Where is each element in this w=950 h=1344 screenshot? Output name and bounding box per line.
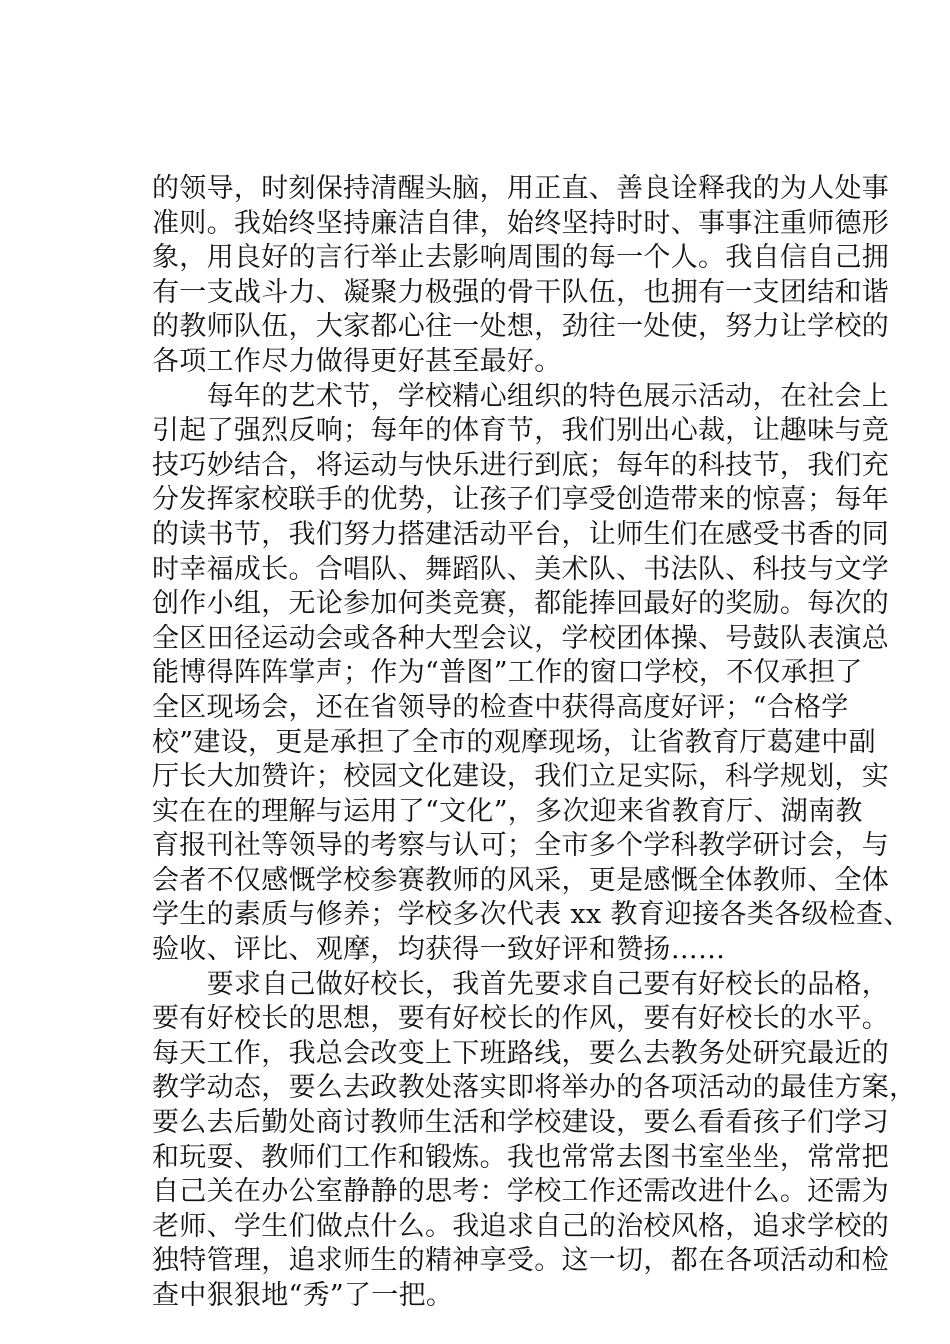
text-line: 分发挥家校联手的优势，让孩子们享受创造带来的惊喜；每年: [152, 484, 890, 516]
text-line: 独特管理，追求师生的精神享受。这一切，都在各项活动和检: [152, 1245, 890, 1277]
text-line: 要么去后勤处商讨教师生活和学校建设，要么看看孩子们学习: [152, 1107, 890, 1139]
text-line: 厅长大加赞许；校园文化建设，我们立足实际，科学规划，实: [152, 761, 890, 793]
text-line: 创作小组，无论参加何类竞赛，都能捧回最好的奖励。每次的: [152, 588, 890, 620]
text-line: 各项工作尽力做得更好甚至最好。: [152, 345, 562, 377]
text-line: 每年的艺术节，学校精心组织的特色展示活动，在社会上: [152, 380, 890, 412]
text-line: 能博得阵阵掌声；作为“普图”工作的窗口学校，不仅承担了: [152, 657, 863, 689]
text-line: 时幸福成长。合唱队、舞蹈队、美术队、书法队、科技与文学: [152, 553, 890, 585]
text-line: 验收、评比、观摩，均获得一致好评和赞扬……: [152, 934, 726, 966]
body-text: [152, 172, 917, 1314]
text-line: 象，用良好的言行举止去影响周围的每一个人。我自信自己拥: [152, 242, 890, 274]
text-line: 技巧妙结合，将运动与快乐进行到底；每年的科技节，我们充: [152, 449, 890, 481]
text-line: 查中狠狠地“秀”了一把。: [152, 1280, 454, 1311]
text-line: 全区田径运动会或各种大型会议，学校团体操、号鼓队表演总: [152, 622, 890, 654]
text-line: 全区现场会，还在省领导的检查中获得高度好评；“合格学: [152, 691, 849, 723]
text-line: 有一支战斗力、凝聚力极强的骨干队伍，也拥有一支团结和谐: [152, 276, 890, 308]
text-line: 育报刊社等领导的考察与认可；全市多个学科教学研讨会，与: [152, 830, 890, 862]
text-line: 自己关在办公室静静的思考：学校工作还需改进什么。还需为: [152, 1176, 890, 1208]
text-line: 要求自己做好校长，我首先要求自己要有好校长的品格，: [152, 968, 890, 1000]
text-line: 每天工作，我总会改变上下班路线，要么去教务处研究最近的: [152, 1037, 890, 1069]
text-line: 老师、学生们做点什么。我追求自己的治校风格，追求学校的: [152, 1210, 890, 1242]
text-line: 引起了强烈反响；每年的体育节，我们别出心裁，让趣味与竞: [152, 415, 890, 447]
text-line: 的教师队伍，大家都心往一处想，劲往一处使，努力让学校的: [152, 311, 890, 343]
text-line: 的领导，时刻保持清醒头脑，用正直、善良诠释我的为人处事: [152, 173, 890, 204]
text-line: 校”建设，更是承担了全市的观摩现场，让省教育厅葛建中副: [152, 726, 876, 758]
text-line: 会者不仅感慨学校参赛教师的风采，更是感慨全体教师、全体: [152, 864, 890, 896]
text-line: 实在在的理解与运用了“文化”，多次迎来省教育厅、湖南教: [152, 795, 863, 827]
text-line: 要有好校长的思想，要有好校长的作风，要有好校长的水平。: [152, 1003, 890, 1035]
text-line: 和玩耍、教师们工作和锻炼。我也常常去图书室坐坐，常常把: [152, 1141, 890, 1173]
text-line: 学生的素质与修养；学校多次代表 xx 教育迎接各类各级检查、: [152, 899, 911, 931]
text-line: 准则。我始终坚持廉洁自律，始终坚持时时、事事注重师德形: [152, 207, 890, 239]
text-line: 的读书节，我们努力搭建活动平台，让师生们在感受书香的同: [152, 518, 890, 550]
text-line: 教学动态，要么去政教处落实即将举办的各项活动的最佳方案，: [152, 1072, 917, 1104]
